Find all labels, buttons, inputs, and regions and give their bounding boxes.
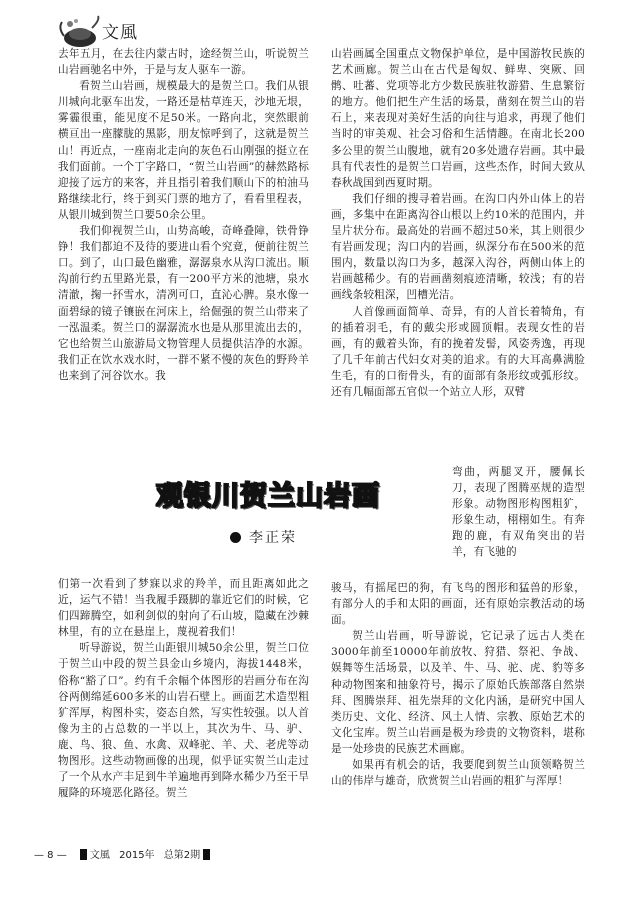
- left-column-bottom: [58, 576, 309, 801]
- paragraph: 骏马，有摇尾巴的狗，有飞鸟的图形和猛兽的形象，有部分人的手和太阳的画面，还有原始宗教活动的场面。: [331, 582, 585, 627]
- paragraph: 看贺兰山岩画，规模最大的是贺兰口。我们从银川城向北驱车出发，一路还是枯草连天，沙地无垠，雾霾很重，能见度不足50米。一路向北，突然眼前横亘出一座朦胧的黑影，朋友惊呼到了，这就是贺兰山！再近点，一座南北走向的灰色石山刚强的挺立在我们面前。一个丁字路口，“贺兰山岩画”的赫然路标迎接了远方的来客，并且指引着我们顺山下的柏油马路继续北行，终于到买门票的地方了，看看里程表，从银川城到贺兰口要50余公里。: [58, 80, 309, 221]
- page-number: — 8 —: [34, 850, 67, 861]
- paragraph: 贺兰山岩画，听导游说，它记录了远古人类在3000年前至10000年前放牧、狩猎、祭祀、争战、娱舞等生活场景，以及羊、牛、马、驼、虎、豹等多种动物图案和抽象符号，揭示了原始氏族部落自然崇拜、图腾崇拜、祖先崇拜的文化内涵，是研究中国人类历史、文化、经济、风土人情、宗教、原始艺术的文化宝库。贺兰山岩画是极为珍贵的文物资料，堪称是一处珍贵的民族艺术画廊。: [331, 630, 585, 755]
- paragraph: 人首像画面简单、奇异，有的人首长着犄角，有的插着羽毛，有的戴尖形或圆顶帽。表现女性的岩画，有的戴着头饰，有的挽着发髻，风姿秀逸，再现了几千年前古代妇女对美的追求。有的大耳高鼻满脸生毛，有的口衔骨头，有的面部有条形纹或弧形纹。还有几幅面部五官似一个站立人形，双臂: [331, 305, 585, 398]
- block-mark-icon: [80, 849, 87, 860]
- footer-journal: 文風: [89, 850, 110, 861]
- right-column-top: [331, 46, 585, 400]
- footer-issue: 总第2期: [163, 850, 201, 861]
- paragraph: 我们仰视贺兰山，山势高峻，奇峰叠障，铁骨铮铮！我们都迫不及待的要进山看个究竟，便前往贺兰口。到了，山口最色幽雅，潺潺泉水从沟口流出。顺沟前行约五里路光景，有一200平方米的池塘，泉水清澈，掬一抔雪水，清冽可口，直沁心脾。泉水像一面碧绿的镜子镶嵌在河床上，给倔强的贺兰山带来了一泓温柔。贺兰口的潺潺流水也是从那里流出去的，它也给贺兰山旅游局文物管理人员提供洁净的水源。我们正在饮水戏水时，一群不紧不慢的灰色的野羚羊也来到了河谷饮水。我: [58, 225, 309, 382]
- paragraph: 山岩画属全国重点文物保护单位，是中国游牧民族的艺术画廊。贺兰山在古代是匈奴、鲜卑、突厥、回鹘、吐蕃、党项等北方少数民族驻牧游猎、生息繁衍的地方。他们把生产生活的场景，凿刻在贺兰山的岩石上，来表现对美好生活的向往与追求，再现了他们当时的审美观、社会习俗和生活情趣。在南北长200多公里的贺兰山腹地，就有20多处遗存岩画。其中最具有代表性的是贺兰口岩画，这些杰作，时间大致从春秋战国到西夏时期。: [331, 48, 585, 189]
- footer-year: 2015年: [119, 850, 155, 861]
- section-title: 文風: [102, 23, 138, 43]
- bullet-dot-icon: [230, 532, 241, 543]
- paragraph: 去年五月，在去往内蒙古时，途经贺兰山，听说贺兰山岩画驰名中外，于是与友人驱车一游。: [58, 48, 309, 77]
- right-column-narrow: [452, 464, 585, 561]
- block-mark-icon: [203, 849, 210, 860]
- author-line: [230, 527, 297, 547]
- paragraph: 我们仔细的搜寻着岩画。在沟口内外山体上的岩画，多集中在距离沟谷山根以上约10米的范围内，并呈片状分布。最高处的岩画不超过50米，其上则很少有岩画发现；沟口内的岩画，纵深分布在500米的范围内，数量以沟口为多，越深入沟谷，两侧山体上的岩画越稀少。有的岩画凿刻痕迹清晰，较浅；有的岩画线条较粗深，凹槽光洁。: [331, 192, 585, 302]
- left-column-top: [58, 46, 309, 384]
- article-title-box: [148, 474, 388, 514]
- paragraph: 听导游说，贺兰山距银川城50余公里，贺兰口位于贺兰山中段的贺兰县金山乡境内，海拔1448米，俗称“豁了口”。约有千余幅个体图形的岩画分布在沟谷两侧绵延600多米的山岩石壁上。画面艺术造型粗犷浑厚，构图朴实，姿态自然，写实性较强。以人首像为主的占总数的一半以上，其次为牛、马、驴、鹿、鸟、狼、鱼、水禽、双峰驼、羊、犬、老虎等动物图形。这些动物画像的出现，似乎证实贺兰山走过了一个从水产丰足到牛羊遍地再到降水稀少乃至干旱履降的环境恶化路径。贺兰: [58, 642, 309, 800]
- paragraph: 如果再有机会的话，我要爬到贺兰山顶领略贺兰山的伟岸与雄奇，欣赏贺兰山岩画的粗犷与浑厚！: [331, 759, 585, 788]
- teapot-ink-icon: [56, 14, 102, 50]
- paragraph: 们第一次看到了梦寐以求的羚羊，而且距离如此之近，运气不错！当我履手蹑脚的靠近它们的时候，它们四蹄腾空，如利剑似的射向了石山坡，隐藏在沙棘林里，有的立在悬崖上，蔑视着我们！: [58, 578, 309, 639]
- section-logo: [56, 14, 196, 50]
- author-name: 李正荣: [249, 530, 297, 546]
- page-footer: [34, 846, 213, 861]
- article-title: 观银川贺兰山岩画: [156, 481, 380, 512]
- right-column-bottom: [331, 580, 585, 789]
- paragraph: 弯曲，两腿叉开，腰佩长刀，表现了图腾巫规的造型形象。动物图形构图粗犷，形象生动，栩栩如生。有奔跑的鹿，有双角突出的岩羊，有飞驰的: [452, 466, 585, 559]
